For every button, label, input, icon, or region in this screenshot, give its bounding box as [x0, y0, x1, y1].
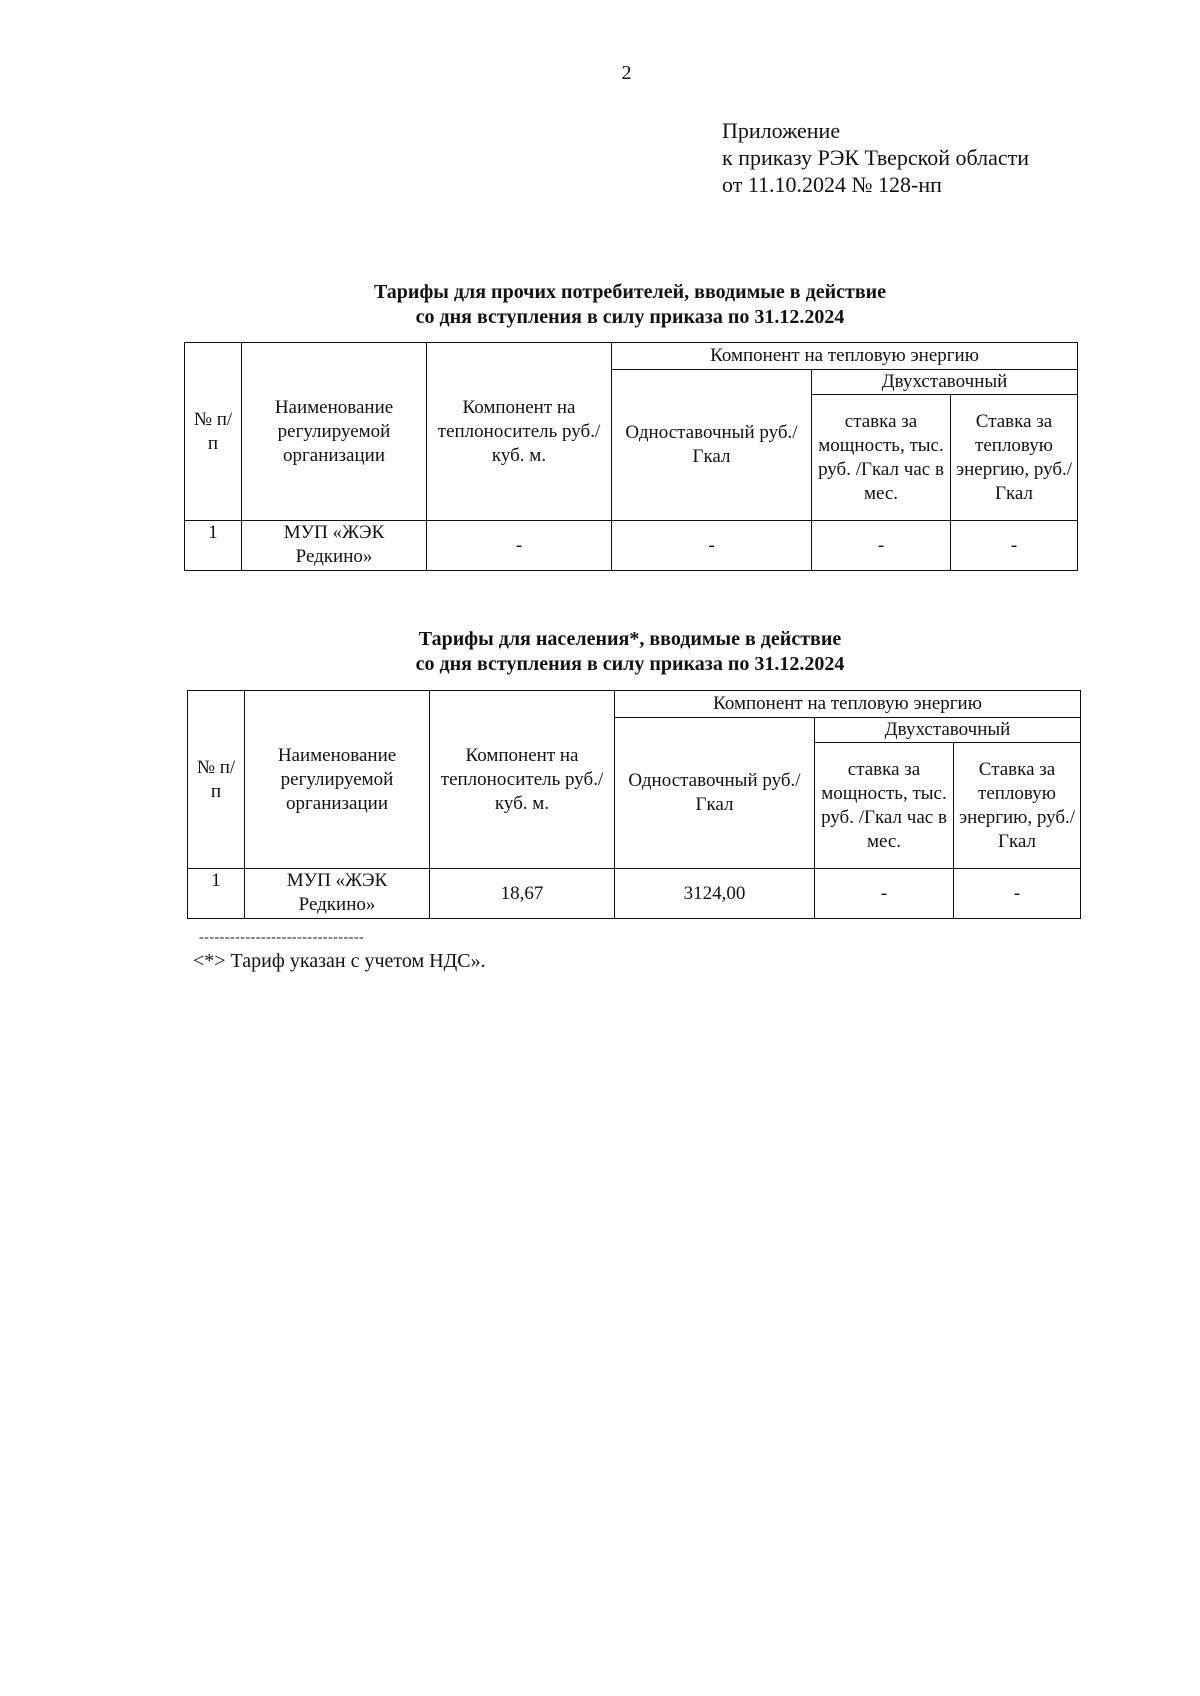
- table-1-title-line-1: Тарифы для прочих потребителей, вводимые в действие: [373, 281, 887, 303]
- header-single-rate: Одноставочный руб./Гкал: [615, 718, 815, 869]
- header-two-rate: Двухставочный: [812, 370, 1078, 395]
- header-power-rate: ставка за мощность, тыс. руб. /Гкал час в мес.: [815, 743, 954, 869]
- cell-num: 1: [185, 521, 242, 571]
- table-row: [188, 869, 1081, 919]
- table-2-title-line-2: со дня вступления в силу приказа по 31.12.2024: [415, 653, 845, 675]
- header-energy-rate: Ставка за тепловую энергию, руб./Гкал: [954, 743, 1081, 869]
- footnote-text: <*> Тариф указан с учетом НДС».: [193, 950, 486, 972]
- cell-single-rate: 3124,00: [615, 869, 815, 919]
- header-org: Наименование регулируемой организации: [242, 343, 427, 521]
- appendix-line-3: от 11.10.2024 № 128-нп: [722, 172, 942, 197]
- header-carrier: Компонент на теплоноситель руб./куб. м.: [427, 343, 612, 521]
- cell-energy-rate: -: [954, 869, 1081, 919]
- header-energy-rate: Ставка за тепловую энергию, руб./Гкал: [951, 395, 1078, 521]
- table-1-title-line-2: со дня вступления в силу приказа по 31.12.2024: [415, 306, 845, 328]
- header-num: № п/п: [185, 343, 242, 521]
- cell-org: МУП «ЖЭК Редкино»: [245, 869, 430, 919]
- footnote-separator: --------------------------------: [199, 930, 365, 945]
- cell-carrier: -: [427, 521, 612, 571]
- cell-energy-rate: -: [951, 521, 1078, 571]
- cell-single-rate: -: [612, 521, 812, 571]
- cell-power-rate: -: [815, 869, 954, 919]
- cell-org: МУП «ЖЭК Редкино»: [242, 521, 427, 571]
- appendix-header: [722, 117, 1029, 198]
- cell-power-rate: -: [812, 521, 951, 571]
- header-power-rate: ставка за мощность, тыс. руб. /Гкал час в мес.: [812, 395, 951, 521]
- table-2-title-line-1: Тарифы для населения*, вводимые в действие: [418, 628, 842, 650]
- table-1-title: [0, 280, 1200, 330]
- header-single-rate: Одноставочный руб./Гкал: [612, 370, 812, 521]
- header-heat-component: Компонент на тепловую энергию: [612, 343, 1078, 370]
- table-row: [185, 521, 1078, 571]
- appendix-line-1: Приложение: [722, 118, 841, 143]
- header-org: Наименование регулируемой организации: [245, 691, 430, 869]
- header-two-rate: Двухставочный: [815, 718, 1081, 743]
- header-heat-component: Компонент на тепловую энергию: [615, 691, 1081, 718]
- header-carrier: Компонент на теплоноситель руб./куб. м.: [430, 691, 615, 869]
- tariff-table-population: [187, 690, 1081, 919]
- header-num: № п/п: [188, 691, 245, 869]
- appendix-line-2: к приказу РЭК Тверской области: [722, 145, 1030, 170]
- tariff-table-other-consumers: [184, 342, 1078, 571]
- table-2-title: [0, 627, 1200, 677]
- cell-carrier: 18,67: [430, 869, 615, 919]
- page-number: 2: [621, 62, 632, 84]
- cell-num: 1: [188, 869, 245, 919]
